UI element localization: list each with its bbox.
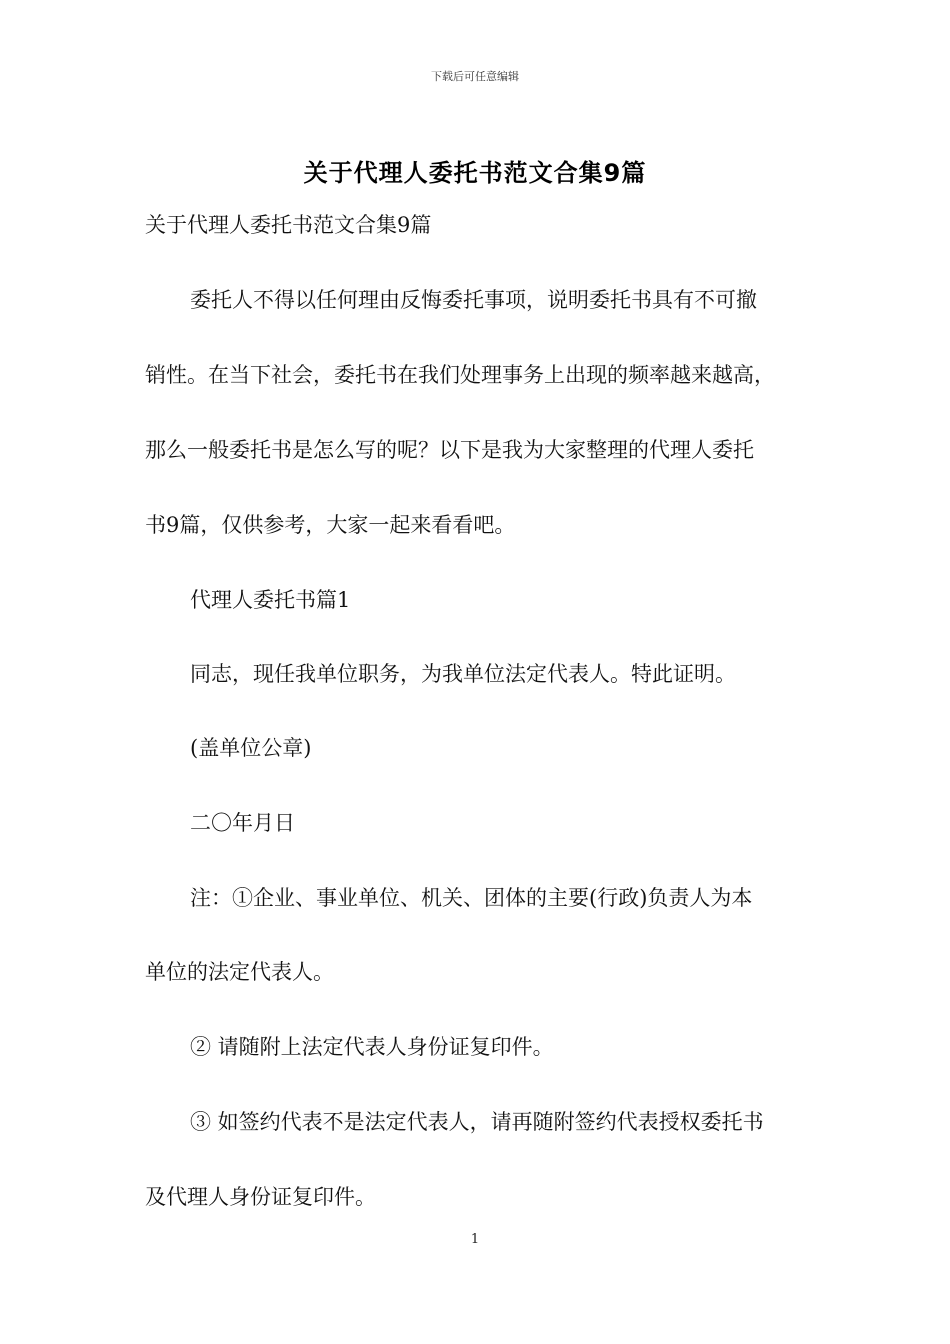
page-number: 1 <box>470 1232 480 1247</box>
paragraph-line: 二〇年月日 <box>190 811 295 835</box>
paragraph-line: 销性。在当下社会，委托书在我们处理事务上出现的频率越来越高， <box>145 363 775 387</box>
section-heading: 代理人委托书篇1 <box>190 588 351 612</box>
header-note: 下载后可任意编辑 <box>431 70 519 83</box>
paragraph-line: 同志，现任我单位职务，为我单位法定代表人。特此证明。 <box>190 662 736 686</box>
note-line: ③ 如签约代表不是法定代表人，请再随附签约代表授权委托书 <box>190 1110 764 1134</box>
note-line: 注：①企业、事业单位、机关、团体的主要(行政)负责人为本 <box>190 886 753 910</box>
note-line: 及代理人身份证复印件。 <box>145 1185 376 1209</box>
paragraph-line: 那么一般委托书是怎么写的呢？以下是我为大家整理的代理人委托 <box>145 438 754 462</box>
paragraph-line: 书9篇，仅供参考，大家一起来看看吧。 <box>145 513 516 537</box>
paragraph-line: (盖单位公章) <box>190 736 312 760</box>
note-line: ② 请随附上法定代表人身份证复印件。 <box>190 1035 554 1059</box>
document-title: 关于代理人委托书范文合集9篇 <box>303 159 647 187</box>
note-line: 单位的法定代表人。 <box>145 960 334 984</box>
paragraph-line: 委托人不得以任何理由反悔委托事项，说明委托书具有不可撤 <box>190 288 757 312</box>
subtitle-line: 关于代理人委托书范文合集9篇 <box>145 213 432 237</box>
